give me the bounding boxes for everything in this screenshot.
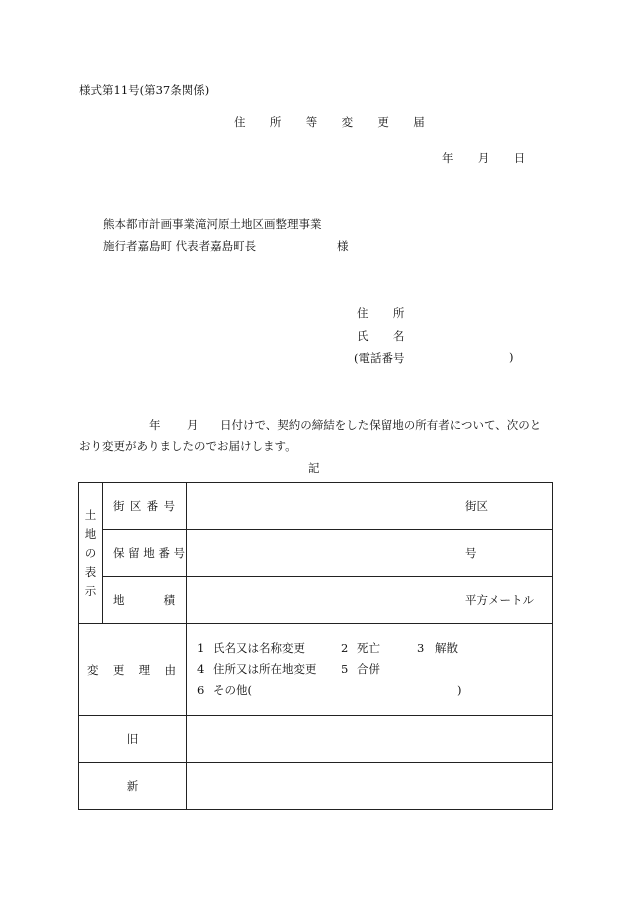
date-line: 年 月 日 xyxy=(442,151,536,165)
land-char: の xyxy=(84,545,97,560)
body-year: 年 xyxy=(149,418,161,432)
applicant-phone-label: (電話番号 xyxy=(354,351,405,365)
reason-1-number: 1 xyxy=(197,641,205,655)
addressee-honorific: 様 xyxy=(337,239,349,253)
change-reason-label: 変 更 理 由 xyxy=(79,624,187,716)
applicant-phone-close: ) xyxy=(509,350,514,364)
body-month: 月 xyxy=(187,418,199,432)
area-field[interactable] xyxy=(187,577,553,624)
block-number-field[interactable] xyxy=(187,483,553,530)
reason-1-option[interactable]: 氏名又は名称変更 xyxy=(213,641,305,655)
table-row-old xyxy=(79,716,553,763)
new-label: 新 xyxy=(79,763,187,810)
reason-5-option[interactable]: 合併 xyxy=(357,662,380,676)
land-char: 示 xyxy=(84,583,97,598)
form-number: 様式第11号(第37条関係) xyxy=(79,83,210,97)
lot-unit: 号 xyxy=(465,546,477,560)
body-sentence-1: 日付けで、契約の締結をした保留地の所有者について、次のと xyxy=(220,418,542,432)
reason-4-option[interactable]: 住所又は所在地変更 xyxy=(213,662,317,676)
applicant-name-label: 氏 名 xyxy=(357,329,415,343)
body-sentence-2: おり変更がありましたのでお届けします。 xyxy=(79,439,297,453)
table-row-change-reason xyxy=(79,624,553,716)
reason-6-close: ) xyxy=(457,683,462,697)
reserved-lot-number-field[interactable] xyxy=(187,530,553,577)
reason-3-number: 3 xyxy=(417,641,425,655)
land-char: 土 xyxy=(84,507,97,522)
block-unit: 街区 xyxy=(465,499,488,513)
reason-3-option[interactable]: 解散 xyxy=(435,641,458,655)
reason-6-number: 6 xyxy=(197,683,205,697)
table-row-new xyxy=(79,763,553,810)
addressee-line-1: 熊本都市計画事業滝河原土地区画整理事業 xyxy=(103,217,322,231)
reason-5-number: 5 xyxy=(341,662,349,676)
land-char: 表 xyxy=(84,564,97,579)
land-char: 地 xyxy=(84,526,97,541)
table-row-reserved-lot xyxy=(79,530,553,577)
reason-2-option[interactable]: 死亡 xyxy=(357,641,380,655)
land-display-label xyxy=(79,483,103,624)
old-label: 旧 xyxy=(79,716,187,763)
ki-heading: 記 xyxy=(308,461,320,475)
reason-4-number: 4 xyxy=(197,662,205,676)
new-field[interactable] xyxy=(187,763,553,810)
table-row-block-number xyxy=(79,483,553,530)
reserved-lot-number-label: 保 留 地 番 号 xyxy=(103,530,187,577)
area-label: 地 積 xyxy=(103,577,187,624)
change-notification-table xyxy=(78,482,553,810)
block-number-label: 街 区 番 号 xyxy=(103,483,187,530)
applicant-address-label: 住 所 xyxy=(357,306,415,320)
area-unit: 平方メートル xyxy=(465,593,534,607)
table-row-area xyxy=(79,577,553,624)
reason-6-option[interactable]: その他( xyxy=(213,683,252,697)
change-reason-options xyxy=(187,624,553,716)
document-title: 住 所 等 変 更 届 xyxy=(234,115,436,129)
old-field[interactable] xyxy=(187,716,553,763)
addressee-line-2: 施行者嘉島町 代表者嘉島町長 xyxy=(103,239,257,253)
reason-2-number: 2 xyxy=(341,641,349,655)
